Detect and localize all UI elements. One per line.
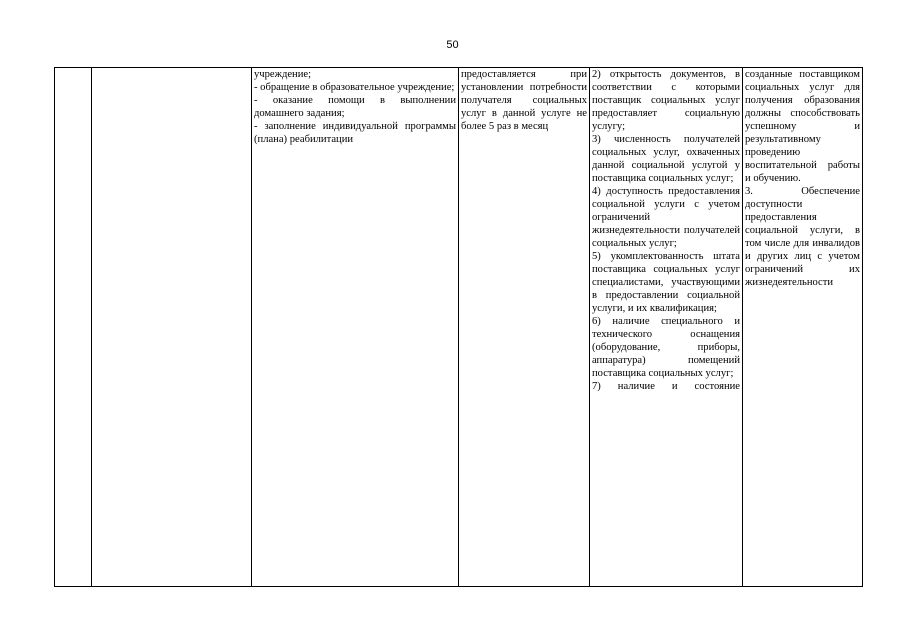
indicator-item: 6) наличие специального и технического оснащения (оборудование, приборы, аппаратура) помещений поставщика социальных услуг; <box>592 316 740 379</box>
content-line: учреждение; <box>254 69 312 80</box>
cell-conditions <box>743 68 863 587</box>
indicator-item: 2) открытость документов, в соответствии с которыми поставщик социальных услуг предоставляет социальную услугу; <box>592 69 740 132</box>
indicator-item: 5) укомплектованность штата поставщика социальных услуг специалистами, участвующими в предоставлении социальной услуги, и их квалификация; <box>592 251 740 314</box>
cell-service-name <box>92 68 252 587</box>
indicator-item: 4) доступность предоставления социальной услуги с учетом ограничений жизнедеятельности получателей социальных услуг; <box>592 186 740 249</box>
cell-quality-indicators <box>590 68 743 587</box>
content-line: - обращение в образовательное учреждение; <box>254 82 455 93</box>
content-line: - оказание помощи в выполнении домашнего задания; <box>254 95 456 119</box>
cell-service-content <box>252 68 459 587</box>
condition-item: 3. Обеспечение доступности предоставления социальной услуги, в том числе для инвалидов и других лиц с учетом ограничений их жизнедеятельности <box>745 186 860 288</box>
content-line: - заполнение индивидуальной программы (плана) реабилитации <box>254 121 456 145</box>
term-text: предоставляется при установлении потребности получателя социальных услуг в данной услуге не более 5 раз в месяц <box>461 69 587 132</box>
indicator-item: 3) численность получателей социальных услуг, охваченных данной социальной услугой у поставщика социальных услуг; <box>592 134 740 184</box>
page-number: 50 <box>446 39 459 51</box>
cell-number <box>55 68 92 587</box>
table-row <box>55 68 863 587</box>
cell-service-term <box>459 68 590 587</box>
services-table <box>54 67 863 587</box>
indicator-item: 7) наличие и состояние <box>592 381 740 392</box>
condition-item: созданные поставщиком социальных услуг для получения образования должны способствовать успешному и результативному проведению воспитательной работы и обучению. <box>745 69 860 184</box>
